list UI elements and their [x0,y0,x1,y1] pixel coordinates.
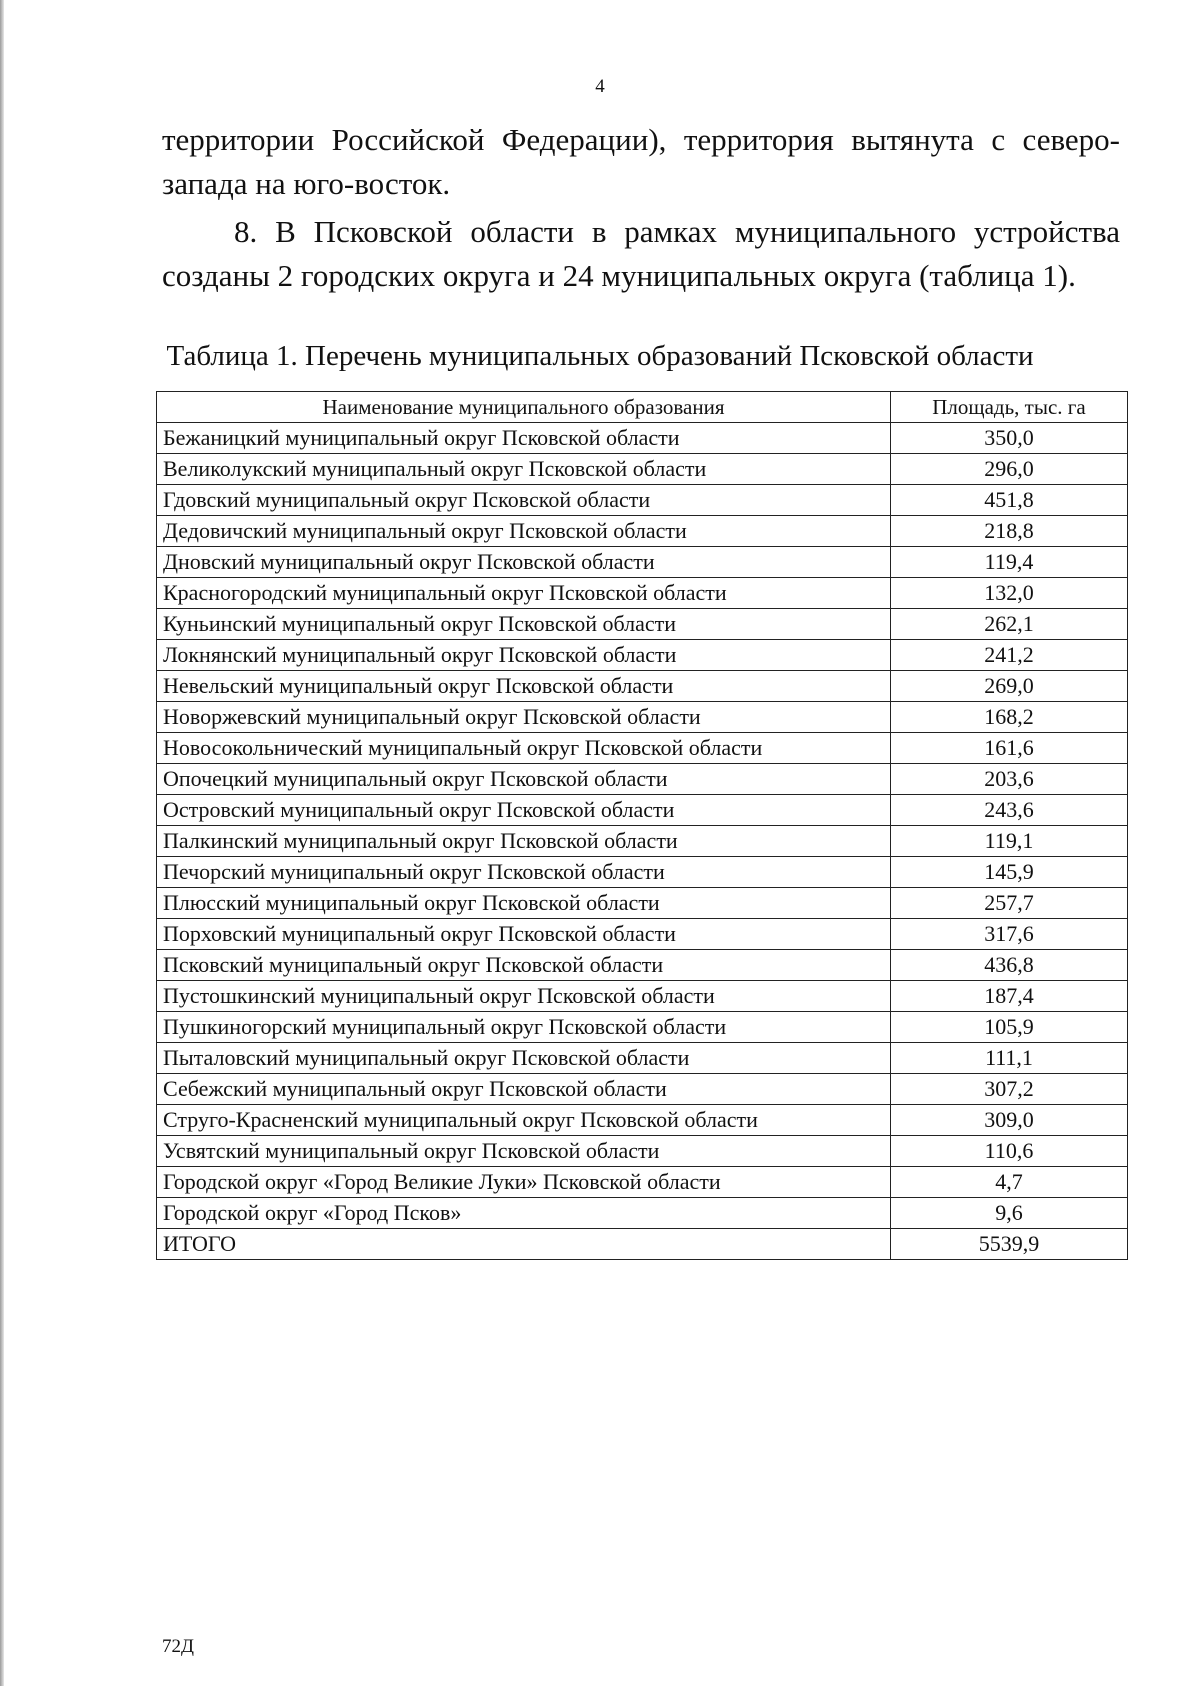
municipality-name: Порховский муниципальный округ Псковской области [157,919,891,950]
total-area: 5539,9 [891,1229,1128,1260]
table-row [157,702,1128,733]
municipality-area: 4,7 [891,1167,1128,1198]
paragraph-line: территории Российской Федерации), территория вытянута с северо- [162,122,1120,157]
table-row [157,547,1128,578]
municipality-area: 307,2 [891,1074,1128,1105]
table-body [157,423,1128,1260]
table-row [157,764,1128,795]
municipality-name: Палкинский муниципальный округ Псковской области [157,826,891,857]
municipality-area: 350,0 [891,423,1128,454]
table-row [157,733,1128,764]
municipality-area: 111,1 [891,1043,1128,1074]
municipalities-table [156,391,1128,1260]
table-row [157,640,1128,671]
municipality-area: 241,2 [891,640,1128,671]
municipality-name: Псковский муниципальный округ Псковской области [157,950,891,981]
table-row [157,423,1128,454]
table-row [157,950,1128,981]
total-row [157,1229,1128,1260]
municipality-name: Городской округ «Город Великие Луки» Псковской области [157,1167,891,1198]
municipality-area: 269,0 [891,671,1128,702]
municipality-name: Новосокольнический муниципальный округ Псковской области [157,733,891,764]
table-row [157,1136,1128,1167]
table-header-row [157,392,1128,423]
municipality-name: Пушкиногорский муниципальный округ Псковской области [157,1012,891,1043]
municipality-name: Опочецкий муниципальный округ Псковской области [157,764,891,795]
table-row [157,1198,1128,1229]
municipality-area: 161,6 [891,733,1128,764]
municipality-area: 110,6 [891,1136,1128,1167]
municipality-area: 296,0 [891,454,1128,485]
table-row [157,1074,1128,1105]
table-row [157,981,1128,1012]
municipality-area: 105,9 [891,1012,1128,1043]
municipality-name: Дедовичский муниципальный округ Псковской области [157,516,891,547]
table-row [157,857,1128,888]
municipality-name: Себежский муниципальный округ Псковской области [157,1074,891,1105]
municipality-area: 145,9 [891,857,1128,888]
municipality-name: Гдовский муниципальный округ Псковской области [157,485,891,516]
item-8-paragraph [162,210,1120,298]
municipality-area: 9,6 [891,1198,1128,1229]
document-code: 72Д [162,1636,194,1657]
municipality-name: Пустошкинский муниципальный округ Псковской области [157,981,891,1012]
scan-edge [0,0,4,1686]
municipality-area: 257,7 [891,888,1128,919]
municipality-name: Городской округ «Город Псков» [157,1198,891,1229]
municipality-name: Пыталовский муниципальный округ Псковской области [157,1043,891,1074]
table-row [157,826,1128,857]
municipality-name: Бежаницкий муниципальный округ Псковской области [157,423,891,454]
municipality-area: 451,8 [891,485,1128,516]
municipality-name: Новоржевский муниципальный округ Псковской области [157,702,891,733]
municipality-name: Великолукский муниципальный округ Псковской области [157,454,891,485]
municipality-area: 187,4 [891,981,1128,1012]
table-row [157,1043,1128,1074]
page-number: 4 [595,76,605,97]
municipality-area: 317,6 [891,919,1128,950]
municipality-name: Струго-Красненский муниципальный округ Псковской области [157,1105,891,1136]
municipality-area: 119,4 [891,547,1128,578]
municipality-name: Усвятский муниципальный округ Псковской области [157,1136,891,1167]
table-row [157,671,1128,702]
table-row [157,795,1128,826]
paragraph-line: 8. В Псковской области в рамках муниципального устройства [234,214,1120,249]
municipality-name: Невельский муниципальный округ Псковской области [157,671,891,702]
header-area: Площадь, тыс. га [891,392,1128,423]
table-row [157,516,1128,547]
total-label: ИТОГО [157,1229,891,1260]
table-caption: Таблица 1. Перечень муниципальных образований Псковской области [166,340,1034,372]
municipality-name: Плюсский муниципальный округ Псковской области [157,888,891,919]
municipality-name: Локнянский муниципальный округ Псковской области [157,640,891,671]
municipality-area: 218,8 [891,516,1128,547]
table-row [157,578,1128,609]
municipality-area: 119,1 [891,826,1128,857]
paragraph-line: запада на юго-восток. [162,166,451,201]
table-row [157,1105,1128,1136]
table-row [157,888,1128,919]
municipality-name: Островский муниципальный округ Псковской области [157,795,891,826]
table-row [157,454,1128,485]
table-row [157,609,1128,640]
municipality-area: 436,8 [891,950,1128,981]
table-row [157,1012,1128,1043]
municipality-area: 203,6 [891,764,1128,795]
municipality-area: 309,0 [891,1105,1128,1136]
paragraph-line: созданы 2 городских округа и 24 муниципальных округа (таблица 1). [162,258,1076,293]
table-row [157,1167,1128,1198]
intro-paragraph [162,118,1120,206]
municipality-area: 243,6 [891,795,1128,826]
municipality-area: 168,2 [891,702,1128,733]
municipality-name: Куньинский муниципальный округ Псковской области [157,609,891,640]
table-row [157,919,1128,950]
header-name: Наименование муниципального образования [157,392,891,423]
municipality-name: Печорский муниципальный округ Псковской области [157,857,891,888]
municipality-name: Красногородский муниципальный округ Псковской области [157,578,891,609]
table-row [157,485,1128,516]
municipality-name: Дновский муниципальный округ Псковской области [157,547,891,578]
municipality-area: 132,0 [891,578,1128,609]
municipality-area: 262,1 [891,609,1128,640]
